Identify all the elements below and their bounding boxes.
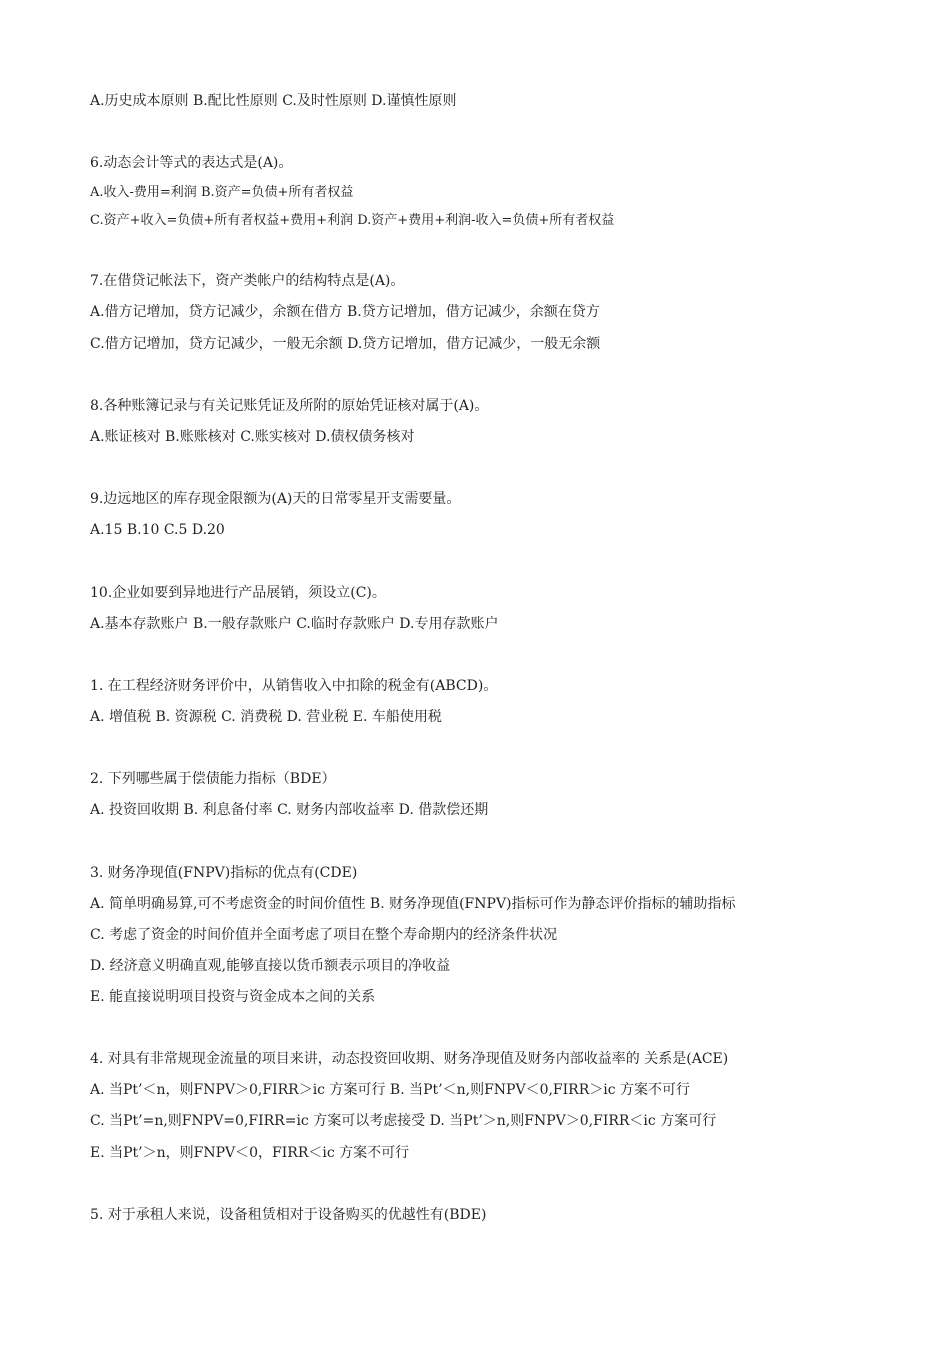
- question-10: 10.企业如要到异地进行产品展销，须设立(C)。: [90, 585, 386, 601]
- option-line-q6-ab: A.收入-费用=利润 B.资产=负债+所有者权益: [90, 185, 354, 200]
- option-line-m2: A. 投资回收期 B. 利息备付率 C. 财务内部收益率 D. 借款偿还期: [90, 802, 489, 818]
- option-line-m3-e: E. 能直接说明项目投资与资金成本之间的关系: [90, 989, 376, 1005]
- option-line-q5: A.历史成本原则 B.配比性原则 C.及时性原则 D.谨慎性原则: [90, 93, 457, 109]
- question-8: 8.各种账簿记录与有关记账凭证及所附的原始凭证核对属于(A)。: [90, 398, 489, 414]
- option-line-m1: A. 增值税 B. 资源税 C. 消费税 D. 营业税 E. 车船使用税: [90, 709, 442, 725]
- multi-question-1: 1. 在工程经济财务评价中，从销售收入中扣除的税金有(ABCD)。: [90, 678, 498, 694]
- option-line-m3-d: D. 经济意义明确直观,能够直接以货币额表示项目的净收益: [90, 958, 451, 974]
- option-line-m3-ab: A. 简单明确易算,可不考虑资金的时间价值性 B. 财务净现值(FNPV)指标可作为静态评价指标的辅助指标: [90, 896, 736, 912]
- option-line-m4-cd: C. 当Pt’=n,则FNPV=0,FIRR=ic 方案可以考虑接受 D. 当Pt’＞n,则FNPV＞0,FIRR＜ic 方案可行: [90, 1113, 717, 1129]
- multi-question-3: 3. 财务净现值(FNPV)指标的优点有(CDE): [90, 865, 358, 881]
- option-line-q9: A.15 B.10 C.5 D.20: [90, 522, 225, 538]
- option-line-q6-cd: C.资产+收入=负债+所有者权益+费用+利润 D.资产+费用+利润-收入=负债+所有者权益: [90, 213, 615, 228]
- option-line-q10: A.基本存款账户 B.一般存款账户 C.临时存款账户 D.专用存款账户: [90, 616, 499, 632]
- option-line-m4-e: E. 当Pt’＞n，则FNPV＜0，FIRR＜ic 方案不可行: [90, 1145, 410, 1161]
- multi-question-4: 4. 对具有非常规现金流量的项目来讲，动态投资回收期、财务净现值及财务内部收益率的 关系是(ACE): [90, 1051, 729, 1067]
- question-9: 9.边远地区的库存现金限额为(A)天的日常零星开支需要量。: [90, 491, 461, 507]
- option-line-m3-c: C. 考虑了资金的时间价值并全面考虑了项目在整个寿命期内的经济条件状况: [90, 927, 558, 943]
- question-6: 6.动态会计等式的表达式是(A)。: [90, 155, 293, 171]
- multi-question-5: 5. 对于承租人来说，设备租赁相对于设备购买的优越性有(BDE): [90, 1207, 487, 1223]
- option-line-q7-ab: A.借方记增加，贷方记减少，余额在借方 B.贷方记增加，借方记减少，余额在贷方: [90, 304, 600, 320]
- question-7: 7.在借贷记帐法下，资产类帐户的结构特点是(A)。: [90, 273, 405, 289]
- option-line-q8: A.账证核对 B.账账核对 C.账实核对 D.债权债务核对: [90, 429, 415, 445]
- multi-question-2: 2. 下列哪些属于偿债能力指标（BDE）: [90, 771, 336, 787]
- option-line-q7-cd: C.借方记增加，贷方记减少，一般无余额 D.贷方记增加，借方记减少，一般无余额: [90, 336, 601, 352]
- option-line-m4-ab: A. 当Pt’＜n，则FNPV＞0,FIRR＞ic 方案可行 B. 当Pt’＜n,则FNPV＜0,FIRR＞ic 方案不可行: [90, 1082, 691, 1098]
